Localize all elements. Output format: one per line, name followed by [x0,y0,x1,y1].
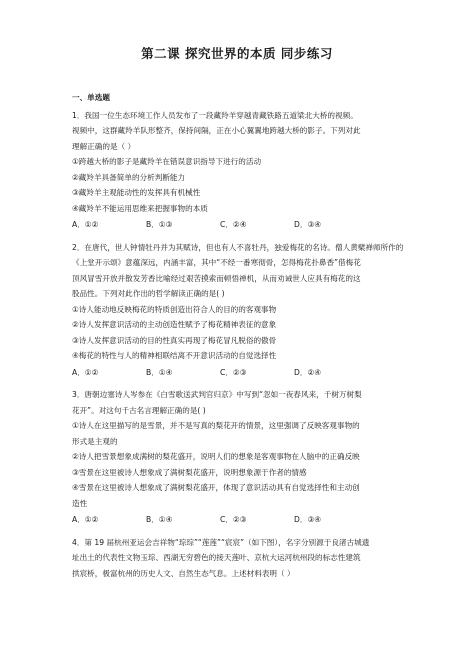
question-block [72,387,418,535]
answer-options [72,365,418,381]
statement-item: ①跨越大桥的影子是藏羚羊在错误意识指导下进行的活动 [72,157,262,166]
statement-item: ③雪景在这里被诗人想象成了满树梨花盛开，说明想象源于作者的情感 [72,467,307,477]
answer-option[interactable]: A．①② [72,367,99,377]
answer-options [72,217,418,233]
statement-item: ②诗人把雪景想象成满树的梨花盛开，说明人们的想象是客观事物在人脑中的正确反映 [72,452,360,461]
statement-item: ④雪景在这里被诗人想象成了满树梨花盛开，体现了意识活动具有自觉选择性和主动创 [72,483,360,492]
statement-item: ①诗人能动地反映梅花的特质创造出符合人的目的的客观事物 [72,304,277,314]
question-list [72,108,418,586]
document-body [72,90,418,585]
answer-option[interactable]: D．③④ [294,220,322,229]
question-stem-line: 址出土的代表性文物玉琮、西湖无穷碧色的接天莲叶、京杭大运河杭州段的标志性建筑 [72,553,361,562]
answer-options [72,512,418,528]
question-stem-line: 2．在唐代，世人钟情牡丹并为其赋诗，但也有人不喜牡丹，独爱梅花的名诗。僧人黄檗禅师所作的 [72,242,404,252]
answer-option[interactable]: C．②③ [220,515,247,524]
question-block [72,535,418,586]
answer-option[interactable]: D．③④ [294,515,322,524]
question-stem-line: 花开”。对这句千古名言理解正确的是( ) [72,405,206,415]
statement-item: ②诗人发挥意识活动的主动创造性赋予了梅花精神表征的意象 [72,320,277,329]
question-stem-line: 股品性。下列对此作出的哲学解读正确的是( ) [72,289,225,298]
answer-option[interactable]: A．①② [72,515,99,524]
question-block [72,108,418,240]
question-stem-line: 顶风冒雪开放并散发芳香比喻经过艰苦摸索而顿悟禅机，从而劝诫世人应具有梅花的这 [72,273,361,283]
answer-option[interactable]: D．②④ [294,367,322,377]
answer-option[interactable]: B．①④ [146,367,173,377]
answer-option[interactable]: A．①② [72,220,99,229]
statement-item: 形式是主观的 [72,436,118,446]
spacer [72,581,418,585]
statement-item: ④梅花的特性与人的精神相联结离不开意识活动的自觉选择性 [72,351,277,360]
question-stem-line: 视频中，这群藏羚羊队形整齐，保持间隔，正在小心翼翼地跨越大桥的影子。下列对此 [72,126,361,135]
statement-item: 造性 [72,498,88,508]
statement-item: ③藏羚羊主观能动性的发挥具有机械性 [72,188,201,197]
question-stem-line: 1．我国一位生态环境工作人员发布了一段藏羚羊穿越青藏铁路五道梁北大桥的视频。 [72,110,358,120]
answer-option[interactable]: C．②③ [220,367,247,377]
statement-item: ①诗人在这里描写的是雪景，并不是写真的梨花开的情景，这里强调了反映客观事物的 [72,421,360,430]
statement-item: ②藏羚羊具备简单的分析判断能力 [72,172,186,182]
question-stem-line: 拱宸桥，极富杭州的历史人文、自然生态气息。上述材料表明（ ） [72,568,295,578]
question-stem-line: 《上堂开示颂》意蕴深远，内涵丰富，其中“不经一番寒彻骨，怎得梅花扑鼻香”借梅花 [72,258,361,267]
question-stem-line: 理解正确的是（ ） [72,141,136,151]
question-stem-line: 3．唐朝边塞诗人岑参在《白雪歌送武判官归京》中写到“忽如一夜春风来，千树万树梨 [72,390,362,399]
question-stem-line: 4．第 19 届杭州亚运会吉祥物“琮琮”“莲莲”“宸宸”（如下图），名字分别源于良渚古城遗 [72,537,370,547]
statement-item: ④藏羚羊不能运用思维来把握事物的本质 [72,203,208,213]
question-block [72,240,418,388]
section-heading: 一、单选题 [72,93,110,102]
statement-item: ③诗人发挥意识活动的目的性真实再现了梅花冒凡脱俗的傲骨 [72,335,277,345]
answer-option[interactable]: B．①③ [146,220,173,229]
answer-option[interactable]: B．①④ [146,515,173,524]
answer-option[interactable]: C．②④ [220,220,247,229]
page-title: 第二课 探究世界的本质 同步练习 [141,46,333,61]
